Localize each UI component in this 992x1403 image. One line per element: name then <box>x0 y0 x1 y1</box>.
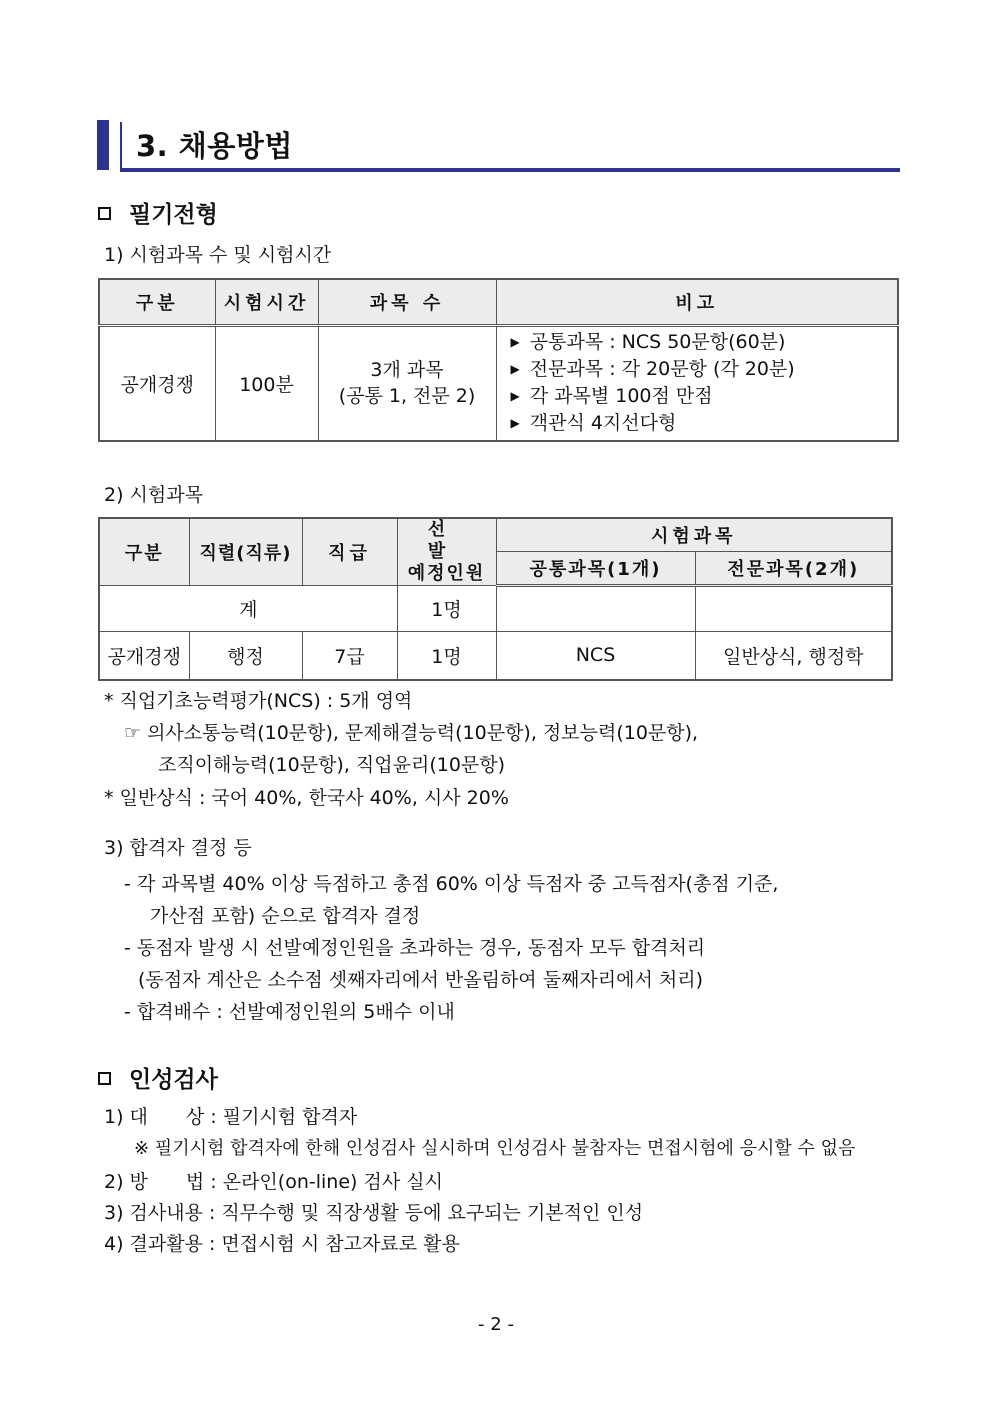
written-exam-heading <box>98 196 218 229</box>
general-note: * 일반상식 : 국어 40%, 한국사 40%, 시사 20% <box>104 787 509 809</box>
note-item <box>511 356 898 383</box>
square-bullet-icon <box>98 207 111 220</box>
section-underline <box>120 168 900 172</box>
cell-subjects-line1: 3개 과목 <box>370 359 444 382</box>
personality-item: 1) 대 상 : 필기시험 합격자 <box>104 1106 358 1128</box>
note-item <box>511 410 898 437</box>
header-common: 공통과목(1개) <box>496 552 695 586</box>
note-item <box>511 383 898 410</box>
triangle-bullet-icon: ▶ <box>510 335 520 350</box>
subheading-2: 2) 시험과목 <box>104 484 203 506</box>
exam-subject-table <box>98 517 893 681</box>
row-series: 행정 <box>189 632 302 680</box>
header-series: 직렬(직류) <box>189 518 302 586</box>
triangle-bullet-icon: ▶ <box>510 416 520 431</box>
triangle-bullet-icon: ▶ <box>510 362 520 377</box>
header-subject-count: 과목 수 <box>318 279 496 325</box>
note-text: 객관식 4지선다형 <box>529 412 677 435</box>
total-special <box>695 586 892 632</box>
header-special: 전문과목(2개) <box>695 552 892 586</box>
header-grade: 직급 <box>302 518 397 586</box>
subheading-3: 3) 합격자 결정 등 <box>104 837 252 859</box>
cell-subjects <box>318 325 496 441</box>
cell-notes <box>496 325 898 441</box>
page-number: - 2 - <box>478 1314 514 1335</box>
personality-note: ※ 필기시험 합격자에 한해 인성검사 실시하며 인성검사 불참자는 면접시험에 응시할 수 없음 <box>134 1138 856 1159</box>
exam-time-table <box>98 278 899 442</box>
written-exam-heading-text: 필기전형 <box>129 202 218 228</box>
row-common: NCS <box>496 632 695 680</box>
total-common <box>496 586 695 632</box>
cell-time: 100분 <box>215 325 318 441</box>
subheading-1: 1) 시험과목 수 및 시험시간 <box>104 244 332 266</box>
ncs-detail-1: ☞ 의사소통능력(10문항), 문제해결능력(10문항), 정보능력(10문항), <box>124 722 699 744</box>
ncs-note: * 직업기초능력평가(NCS) : 5개 영역 <box>104 690 413 712</box>
cell-subjects-line2: (공통 1, 전문 2) <box>338 385 476 408</box>
note-text: 각 과목별 100점 만점 <box>529 385 713 408</box>
total-count: 1명 <box>397 586 496 632</box>
personality-heading <box>98 1061 218 1094</box>
row-count: 1명 <box>397 632 496 680</box>
note-item <box>511 329 898 356</box>
note-text: 공통과목 : NCS 50문항(60분) <box>529 331 786 354</box>
header-type: 구분 <box>99 279 215 325</box>
decision-line: - 각 과목별 40% 이상 득점하고 총점 60% 이상 득점자 중 고득점자(총점 기준, <box>124 873 779 895</box>
decision-line: 가산점 포함) 순으로 합격자 결정 <box>150 905 421 927</box>
section-divider <box>120 122 122 170</box>
triangle-bullet-icon: ▶ <box>510 389 520 404</box>
section-accent-bar <box>97 120 109 170</box>
square-bullet-icon <box>98 1072 111 1085</box>
header-planned-line2: 예정인원 <box>407 563 486 584</box>
row-type: 공개경쟁 <box>99 632 189 680</box>
header-planned <box>397 518 496 586</box>
row-grade: 7급 <box>302 632 397 680</box>
cell-type: 공개경쟁 <box>99 325 215 441</box>
row-special: 일반상식, 행정학 <box>695 632 892 680</box>
personality-heading-text: 인성검사 <box>129 1067 218 1093</box>
header-type: 구분 <box>99 518 189 586</box>
decision-line: (동점자 계산은 소수점 셋째자리에서 반올림하여 둘째자리에서 처리) <box>138 969 703 991</box>
personality-item: 2) 방 법 : 온라인(on-line) 검사 실시 <box>104 1171 443 1193</box>
header-planned-line1: 선 발 <box>427 519 476 562</box>
note-text: 전문과목 : 각 20문항 (각 20분) <box>529 358 795 381</box>
header-notes: 비고 <box>496 279 898 325</box>
decision-line: - 동점자 발생 시 선발예정인원을 초과하는 경우, 동점자 모두 합격처리 <box>124 937 706 959</box>
personality-item: 3) 검사내용 : 직무수행 및 직장생활 등에 요구되는 기본적인 인성 <box>104 1202 644 1224</box>
decision-line: - 합격배수 : 선발예정인원의 5배수 이내 <box>124 1001 455 1023</box>
ncs-detail-2: 조직이해능력(10문항), 직업윤리(10문항) <box>158 754 506 776</box>
total-label: 계 <box>99 586 397 632</box>
personality-item: 4) 결과활용 : 면접시험 시 참고자료로 활용 <box>104 1233 460 1255</box>
header-exam: 시험과목 <box>496 518 892 552</box>
section-title: 3. 채용방법 <box>136 129 293 163</box>
header-time: 시험시간 <box>215 279 318 325</box>
